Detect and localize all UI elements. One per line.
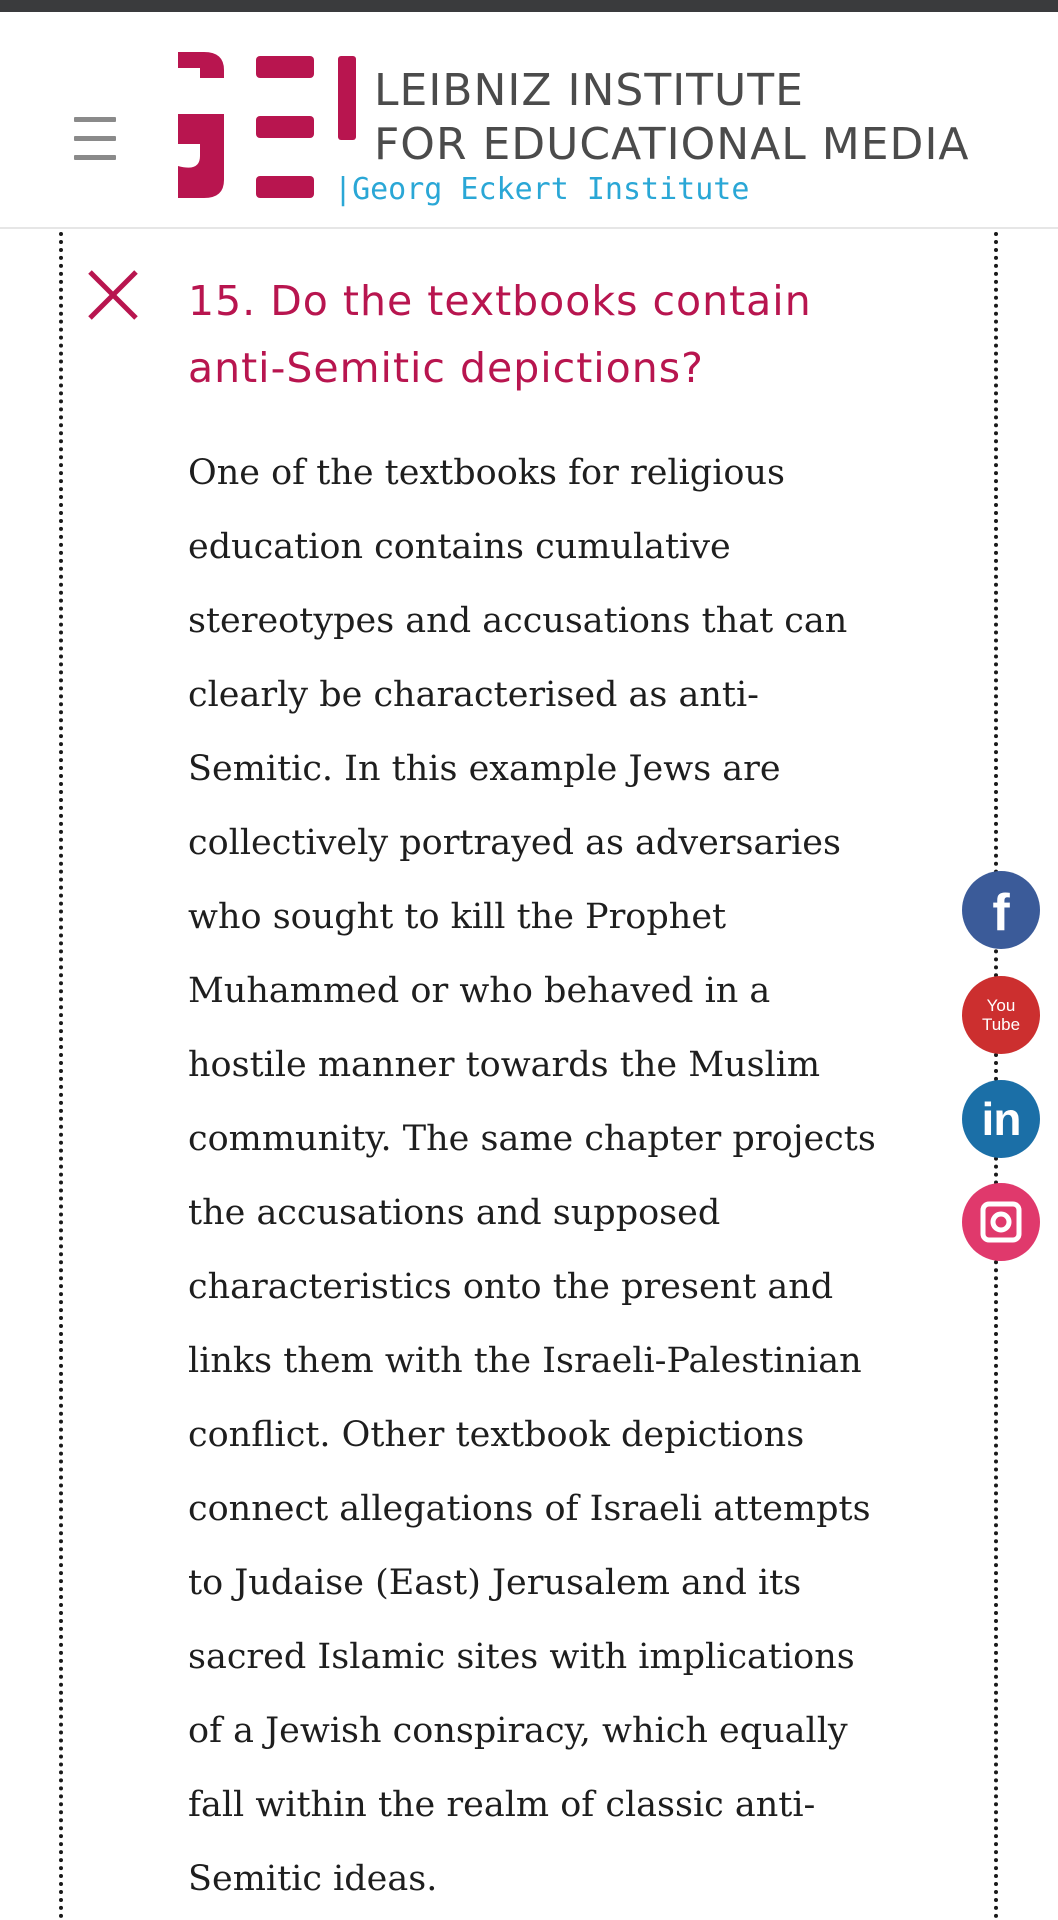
logo-title [374,64,970,172]
answer-line: Semitic. In this example Jews are [188,749,781,789]
answer-line: clearly be characterised as anti- [188,675,760,715]
answer-line: fall within the realm of classic anti- [188,1785,816,1825]
status-bar [0,0,1058,12]
answer-line: characteristics onto the present and [188,1267,834,1307]
answer-line: of a Jewish conspiracy, which equally [188,1711,848,1751]
close-icon[interactable] [86,268,140,322]
faq-answer [188,436,948,1916]
logo-subtitle: |Georg Eckert Institute [334,172,750,207]
logo-title-line1: LEIBNIZ INSTITUTE [374,65,804,116]
hamburger-menu-icon[interactable] [74,117,116,161]
gei-logo-mark [178,52,358,212]
answer-line: hostile manner towards the Muslim [188,1045,821,1085]
answer-line: links them with the Israeli-Palestinian [188,1341,862,1381]
youtube-icon [982,996,1020,1034]
youtube-button[interactable] [962,976,1040,1054]
answer-line: One of the textbooks for religious [188,453,785,493]
linkedin-button[interactable] [962,1080,1040,1158]
dotted-border-right [994,232,998,1920]
facebook-icon: f [992,884,1010,942]
answer-line: collectively portrayed as adversaries [188,823,841,863]
answer-line: Muhammed or who behaved in a [188,971,771,1011]
answer-line: who sought to kill the Prophet [188,897,727,937]
site-header [0,12,1058,229]
answer-line: conflict. Other textbook depictions [188,1415,805,1455]
instagram-button[interactable] [962,1183,1040,1261]
logo-subtitle-text: Georg Eckert Institute [352,172,750,207]
answer-line: to Judaise (East) Jerusalem and its [188,1563,802,1603]
faq-question[interactable]: 15. Do the textbooks contain anti-Semitic depictions? [188,277,812,392]
facebook-button[interactable] [962,871,1040,949]
dotted-border-left [59,232,63,1920]
answer-line: connect allegations of Israeli attempts [188,1489,871,1529]
answer-line: sacred Islamic sites with implications [188,1637,855,1677]
youtube-icon-top: You [986,996,1016,1015]
answer-line: the accusations and supposed [188,1193,721,1233]
answer-line: education contains cumulative [188,527,731,567]
answer-line: community. The same chapter projects [188,1119,876,1159]
youtube-icon-bottom: Tube [981,1015,1021,1034]
answer-line: stereotypes and accusations that can [188,601,848,641]
instagram-icon [980,1201,1022,1243]
logo-title-line2: FOR EDUCATIONAL MEDIA [374,119,970,170]
answer-line: Semitic ideas. [188,1859,438,1899]
linkedin-icon: in [981,1093,1021,1145]
